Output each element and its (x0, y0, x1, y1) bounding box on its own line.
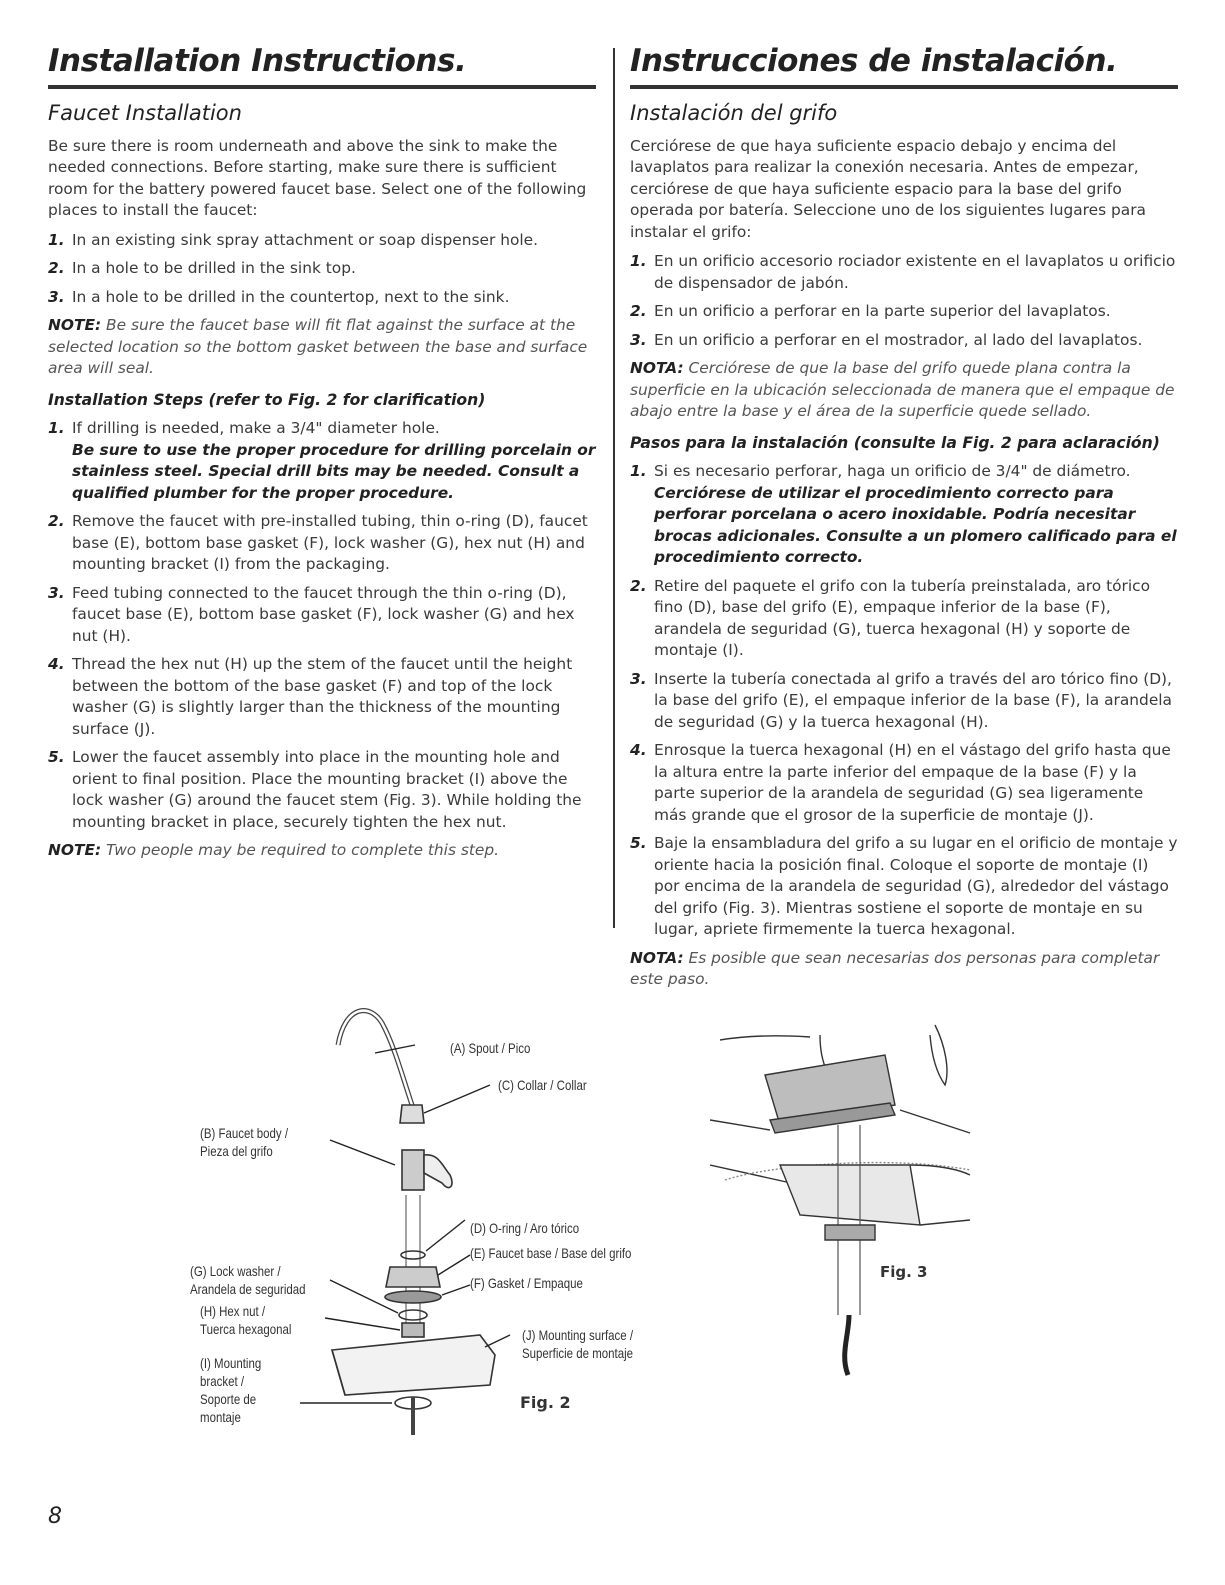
section-title-en: Faucet Installation (48, 100, 242, 125)
list-item: 1. If drilling is needed, make a 3/4" diameter hole. Be sure to use the proper procedure for drilling porcelain or stainless steel. Special drill bits may be needed. Consult a qualified plumber for the proper procedure. (48, 418, 596, 504)
list-item: 2. In a hole to be drilled in the sink top. (48, 259, 356, 278)
list-item: 3. Inserte la tubería conectada al grifo a través del aro tórico fino (D), la base del grifo (E), el empaque inferior de la base (F), la arandela de seguridad (G) y la tuerca hexagonal (H). (630, 669, 1172, 731)
label-faucet-base: (E) Faucet base / Base del grifo (470, 1245, 632, 1261)
label-mounting-surface-es: Superficie de montaje (522, 1345, 634, 1361)
page-title-en: Installation Instructions. (48, 42, 596, 89)
label-lock-washer-es: Arandela de seguridad (190, 1281, 306, 1297)
label-faucet-body: (B) Faucet body / (200, 1125, 289, 1141)
install-steps-en (48, 418, 596, 833)
list-item: 5. Lower the faucet assembly into place in the mounting hole and orient to final position. Place the mounting bracket (I) above the lock washer (G) around the faucet stem (Fig. 3). While holding the mounting bracket in place, securely tighten the hex nut. (48, 748, 582, 831)
warning-text: Be sure to use the proper procedure for drilling porcelain or stainless steel. Special drill bits may be needed. Consult a qualified plumber for the proper procedure. (72, 440, 596, 502)
list-item: 2. Remove the faucet with pre-installed tubing, thin o-ring (D), faucet base (E), bottom base gasket (F), lock washer (G), hex nut (H) and mounting bracket (I) from the packaging. (48, 512, 588, 574)
list-item: 5. Baje la ensambladura del grifo a su lugar en el orificio de montaje y oriente hacia la posición final. Coloque el soporte de montaje (I) por encima de la arandela de seguridad (G), alrededor del vástago del grifo (Fig. 3). Mientras sostiene el soporte de montaje en su lugar, apriete firmemente la tuerca hexagonal. (630, 834, 1178, 939)
list-item: 1. En un orificio accesorio rociador existente en el lavaplatos u orificio de dispensador de jabón. (630, 252, 1176, 292)
label-spout: (A) Spout / Pico (450, 1040, 531, 1056)
note-2-en: NOTE: Two people may be required to complete this step. (48, 841, 500, 860)
figure-2-caption: Fig. 2 (520, 1393, 571, 1412)
label-hex-nut-es: Tuerca hexagonal (200, 1321, 292, 1337)
steps-heading-en: Installation Steps (refer to Fig. 2 for clarification) (48, 390, 486, 409)
label-mounting-bracket-es-2: montaje (200, 1409, 241, 1425)
faucet-installed-diagram (710, 1015, 990, 1395)
label-collar: (C) Collar / Collar (498, 1077, 587, 1093)
label-o-ring: (D) O-ring / Aro tórico (470, 1220, 580, 1236)
spanish-column (630, 42, 1178, 1001)
intro-es: Cerciórese de que haya suficiente espacio debajo y encima del lavaplatos para realizar la conexión necesaria. Antes de empezar, cerciórese de que haya suficiente espacio para la base del grifo operada por batería. Seleccione uno de los siguientes lugares para instalar el grifo: (630, 136, 1146, 241)
english-column (48, 42, 596, 872)
figure-3-installed-closeup (710, 1015, 990, 1395)
install-places-es (630, 251, 1178, 351)
page-title-es: Instrucciones de instalación. (630, 42, 1178, 89)
list-item: 4. Thread the hex nut (H) up the stem of the faucet until the height between the bottom of the base gasket (F) and top of the lock washer (G) is slightly larger than the thickness of the mounting surface (J). (48, 655, 573, 738)
intro-en: Be sure there is room underneath and above the sink to make the needed connections. Before starting, make sure there is sufficient room for the battery powered faucet base. Select one of the following places to install the faucet: (48, 136, 587, 220)
install-steps-es (630, 461, 1178, 941)
figure-2-exploded-faucet (180, 1005, 680, 1445)
note-es: NOTA: Cerciórese de que la base del grifo quede plana contra la superficie en la ubicación seleccionada de manera que el empaque de abajo entre la base y el área de la superficie quede sellado. (630, 359, 1175, 421)
note-en: NOTE: Be sure the faucet base will fit flat against the surface at the selected location so the bottom gasket between the base and surface area will seal. (48, 316, 588, 378)
list-item: 3. In a hole to be drilled in the countertop, next to the sink. (48, 287, 510, 306)
list-item: 3. Feed tubing connected to the faucet through the thin o-ring (D), faucet base (E), bottom base gasket (F), lock washer (G) and hex nut (H). (48, 583, 575, 645)
figure-3-caption: Fig. 3 (880, 1263, 928, 1281)
label-gasket: (F) Gasket / Empaque (470, 1275, 583, 1291)
list-item: 1. Si es necesario perforar, haga un orificio de 3/4" de diámetro. Cerciórese de utilizar el procedimiento correcto para perforar porcelana o acero inoxidable. Podría necesitar brocas adicionales. Consulte a un plomero calificado para el procedimiento correcto. (630, 461, 1178, 569)
note-2-es: NOTA: Es posible que sean necesarias dos personas para completar este paso. (630, 948, 1160, 989)
page-number: 8 (48, 1504, 62, 1529)
label-mounting-bracket-2: bracket / (200, 1373, 245, 1389)
label-mounting-surface: (J) Mounting surface / (522, 1327, 634, 1343)
list-item: 2. Retire del paquete el grifo con la tubería preinstalada, aro tórico fino (D), base del grifo (E), empaque inferior de la base (F), arandela de seguridad (G), tuerca hexagonal (H) y soporte de montaje (I). (630, 576, 1151, 660)
label-mounting-bracket: (I) Mounting (200, 1355, 262, 1371)
list-item: 4. Enrosque la tuerca hexagonal (H) en el vástago del grifo hasta que la altura entre la parte inferior del empaque de la base (F) y la parte superior de la arandela de seguridad (G) sea ligeramente más grande que el grosor de la superficie de montaje (J). (630, 741, 1171, 824)
steps-heading-es: Pasos para la instalación (consulte la Fig. 2 para aclaración) (630, 433, 1160, 452)
label-mounting-bracket-es: Soporte de (200, 1391, 257, 1407)
list-item: 1. In an existing sink spray attachment or soap dispenser hole. (48, 230, 539, 249)
install-places-en (48, 230, 596, 309)
list-item: 3. En un orificio a perforar en el mostrador, al lado del lavaplatos. (630, 330, 1143, 349)
warning-text: Cerciórese de utilizar el procedimiento correcto para perforar porcelana o acero inoxidable. Podría necesitar brocas adicionales. Consulte a un plomero calificado para el procedimiento correcto. (654, 483, 1177, 567)
label-lock-washer: (G) Lock washer / (190, 1263, 281, 1279)
label-faucet-body-es: Pieza del grifo (200, 1143, 273, 1159)
column-divider (613, 48, 615, 928)
faucet-exploded-diagram (180, 1005, 680, 1445)
label-hex-nut: (H) Hex nut / (200, 1303, 266, 1319)
list-item: 2. En un orificio a perforar en la parte superior del lavaplatos. (630, 302, 1111, 321)
section-title-es: Instalación del grifo (630, 100, 838, 125)
